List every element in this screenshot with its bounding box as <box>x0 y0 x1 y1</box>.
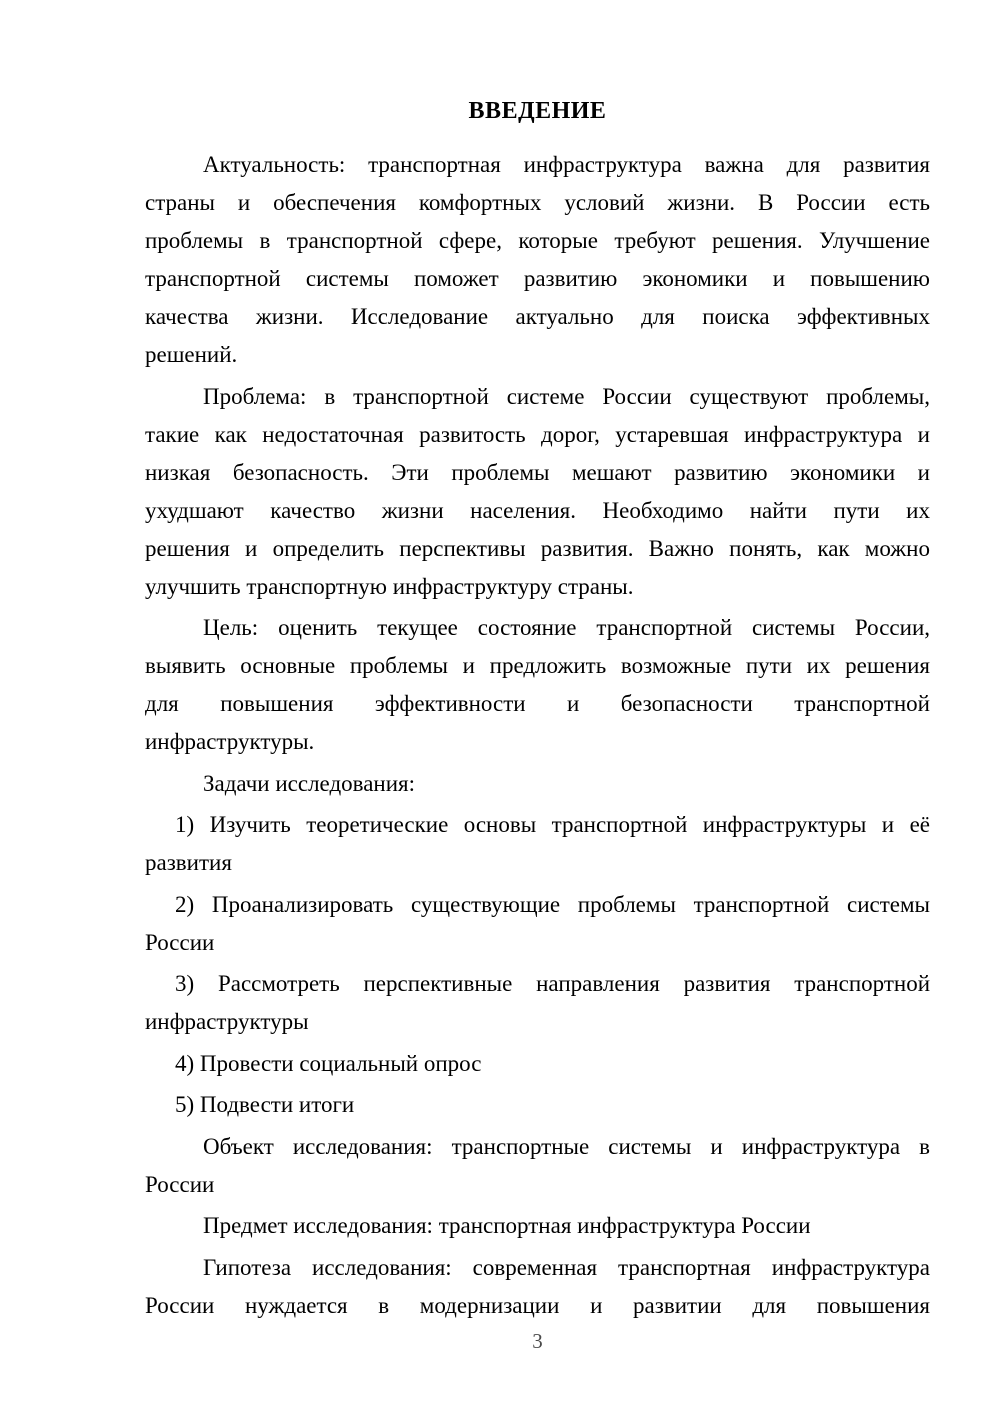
text-line: России <box>145 929 215 955</box>
page-number: 3 <box>532 1329 543 1353</box>
text-line: качества жизни. Исследование актуально для поиска эффективных <box>145 304 930 329</box>
text-line: 2) Проанализировать существующие проблемы транспортной системы <box>175 891 930 917</box>
text-line: 1) Изучить теоретические основы транспортной инфраструктуры и её <box>175 812 930 837</box>
text-line: транспортной системы поможет развитию экономики и повышению <box>145 266 930 291</box>
text-line: улучшить транспортную инфраструктуру страны. <box>145 573 634 599</box>
text-line: страны и обеспечения комфортных условий жизни. В России есть <box>145 190 930 215</box>
page-title: ВВЕДЕНИЕ <box>468 98 607 124</box>
text-line: Гипотеза исследования: современная транспортная инфраструктура <box>203 1254 930 1280</box>
text-line: проблемы в транспортной сфере, которые требуют решения. Улучшение <box>145 228 930 253</box>
paragraph <box>145 886 930 962</box>
paragraph <box>145 965 930 1041</box>
paragraph <box>145 146 930 374</box>
paragraph <box>145 1249 930 1325</box>
paragraph <box>145 1128 930 1204</box>
paragraph <box>145 806 930 882</box>
paragraph <box>145 609 930 761</box>
text-line: для повышения эффективности и безопасности транспортной <box>145 691 930 716</box>
text-line: 3) Рассмотреть перспективные направления развития транспортной <box>175 971 930 996</box>
text-line: такие как недостаточная развитость дорог, устаревшая инфраструктура и <box>145 421 930 447</box>
text-line: развития <box>145 850 232 875</box>
text-line: Предмет исследования: транспортная инфраструктура России <box>203 1213 811 1238</box>
text-line: Актуальность: транспортная инфраструктура важна для развития <box>203 152 930 177</box>
document-content <box>145 92 930 1328</box>
text-line: решений. <box>145 342 238 367</box>
text-line: выявить основные проблемы и предложить возможные пути их решения <box>145 653 930 678</box>
paragraph <box>145 765 930 803</box>
text-line: низкая безопасность. Эти проблемы мешают развитию экономики и <box>145 459 930 485</box>
text-line: Цель: оценить текущее состояние транспортной системы России, <box>203 615 930 640</box>
paragraph <box>145 378 930 606</box>
document-body <box>145 146 930 1325</box>
text-line: инфраструктуры. <box>145 729 315 754</box>
text-line: Задачи исследования: <box>203 770 416 796</box>
text-line: Объект исследования: транспортные системы и инфраструктура в <box>203 1133 930 1159</box>
paragraph <box>145 1207 930 1245</box>
text-line: ухудшают качество жизни населения. Необходимо найти пути их <box>145 497 930 523</box>
text-line: решения и определить перспективы развития. Важно понять, как можно <box>145 535 930 561</box>
paragraph <box>145 1045 930 1083</box>
text-line: 5) Подвести итоги <box>175 1092 355 1117</box>
text-line: Проблема: в транспортной системе России существуют проблемы, <box>203 383 930 409</box>
text-line: 4) Провести социальный опрос <box>175 1050 482 1076</box>
paragraph <box>145 1086 930 1124</box>
text-line: инфраструктуры <box>145 1009 309 1034</box>
text-line: России <box>145 1171 215 1197</box>
text-line: России нуждается в модернизации и развитии для повышения <box>145 1292 930 1318</box>
